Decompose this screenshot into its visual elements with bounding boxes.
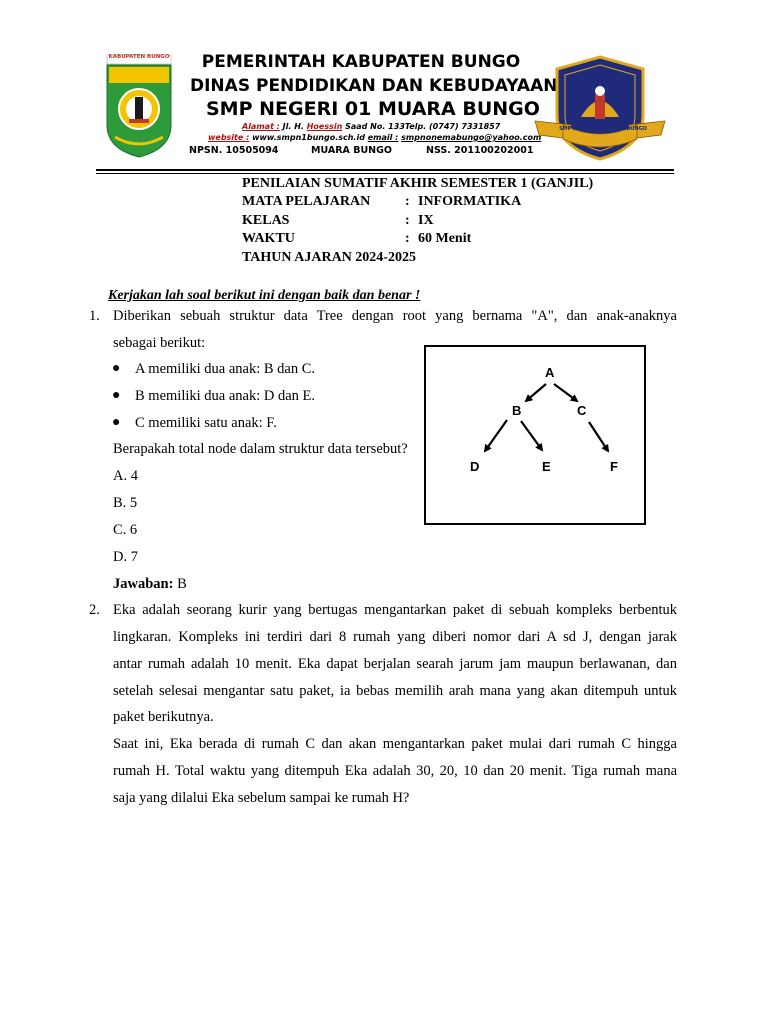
- info-value-subject: INFORMATIKA: [418, 194, 522, 209]
- arrow-a-b: [526, 384, 546, 401]
- address-prefix: Jl. H.: [279, 122, 307, 131]
- q2-line-1: Eka adalah seorang kurir yang bertugas mengantarkan paket di sebuah kompleks berbentuk: [113, 602, 677, 618]
- q2-line-6: Saat ini, Eka berada di rumah C dan akan mengantarkan paket mulai dari rumah C hingga: [113, 736, 677, 752]
- info-sep-subject: :: [405, 194, 410, 209]
- info-sep-class: :: [405, 213, 410, 228]
- kabupaten-bungo-logo: [103, 53, 175, 159]
- school-badge-logo: [533, 55, 667, 161]
- address-name: Hoessin: [306, 122, 343, 131]
- arrow-a-c: [554, 384, 577, 401]
- instruction: Kerjakan lah soal berikut ini dengan baik dan benar !: [108, 288, 421, 303]
- q2-line-2: lingkaran. Kompleks ini terdiri dari 8 rumah yang diberi nomor dari A sd J, dengan jarak: [113, 629, 677, 645]
- email-value: smpnonemabungo@yahoo.com: [401, 133, 542, 142]
- q1-bullet-2: B memiliki dua anak: D dan E.: [135, 388, 316, 404]
- email-label: email :: [367, 133, 399, 142]
- q1-question: Berapakah total node dalam struktur data tersebut?: [113, 441, 408, 457]
- letterhead-address: [242, 122, 500, 131]
- q1-option-c: C. 6: [113, 522, 138, 538]
- exam-year: TAHUN AJARAN 2024-2025: [242, 250, 416, 265]
- q1-answer: [113, 576, 187, 593]
- left-logo-banner: KABUPATEN BUNGO: [108, 54, 170, 60]
- q1-answer-label: Jawaban:: [113, 576, 174, 592]
- letterhead-rule-thick: [96, 169, 674, 171]
- q1-bullet-1: A memiliki dua anak: B dan C.: [135, 361, 316, 377]
- info-label-time: WAKTU: [242, 231, 295, 246]
- q1-option-a: A. 4: [113, 468, 138, 484]
- q2-line-4: setelah selesai mengantar satu paket, ia bebas memilih arah mana yang akan ditempuh untuk: [113, 683, 677, 699]
- address-label: Alamat :: [242, 122, 280, 131]
- tree-node-c: C: [577, 403, 587, 418]
- arrow-b-d: [485, 420, 507, 451]
- q1-answer-value: B: [173, 576, 187, 592]
- q2-line-5: paket berikutnya.: [113, 709, 214, 725]
- q2-number: 2.: [89, 602, 100, 618]
- info-sep-time: :: [405, 231, 410, 246]
- tree-node-b: B: [512, 403, 522, 418]
- exam-title: PENILAIAN SUMATIF AKHIR SEMESTER 1 (GANJIL): [242, 176, 594, 191]
- letterhead-contact: [208, 133, 541, 142]
- letterhead-line-3: SMP NEGERI 01 MUARA BUNGO: [206, 98, 540, 120]
- letterhead-line-2: DINAS PENDIDIKAN DAN KEBUDAYAAN: [190, 76, 558, 96]
- q1-bullet-2-dot: ●: [112, 388, 121, 403]
- q2-line-3: antar rumah adalah 10 menit. Eka dapat berjalan searah jarum jam maupun berlawanan, dan: [113, 656, 677, 672]
- q2-line-8: saja yang dilalui Eka sebelum sampai ke rumah H?: [113, 790, 410, 806]
- address-rest: Saad No. 133Telp. (0747) 7331857: [342, 122, 501, 131]
- city: MUARA BUNGO: [311, 145, 392, 156]
- npsn: NPSN. 10505094: [189, 145, 279, 156]
- q1-bullet-3-dot: ●: [112, 415, 121, 430]
- tree-node-d: D: [470, 459, 480, 474]
- info-label-class: KELAS: [242, 213, 290, 228]
- letterhead-rule-thin: [96, 173, 674, 174]
- arrow-c-f: [589, 422, 608, 451]
- right-logo-banner: SMP NEGERI 01 MUARA BUNGO: [559, 126, 647, 132]
- tree-node-a: A: [545, 365, 555, 380]
- info-value-class: IX: [418, 213, 434, 228]
- website-label: website :: [208, 133, 250, 142]
- tree-node-f: F: [610, 459, 618, 474]
- q1-bullet-1-dot: ●: [112, 361, 121, 376]
- info-label-subject: MATA PELAJARAN: [242, 194, 371, 209]
- tree-arrows: [426, 347, 644, 523]
- arrow-b-e: [521, 421, 542, 450]
- q1-line-2: sebagai berikut:: [113, 335, 206, 351]
- letterhead-line-1: PEMERINTAH KABUPATEN BUNGO: [201, 52, 521, 72]
- tree-node-e: E: [542, 459, 551, 474]
- nss: NSS. 201100202001: [426, 145, 534, 156]
- tree-diagram: [424, 345, 646, 525]
- q1-number: 1.: [89, 308, 100, 324]
- q1-option-d: D. 7: [113, 549, 138, 565]
- q2-line-7: rumah H. Total waktu yang ditempuh Eka adalah 30, 20, 10 dan 20 menit. Tiga rumah mana: [113, 763, 677, 779]
- q1-option-b: B. 5: [113, 495, 138, 511]
- website-value: www.smpn1bungo.sch.id: [249, 133, 365, 142]
- q1-line-1: Diberikan sebuah struktur data Tree dengan root yang bernama "A", dan anak-anaknya: [113, 308, 677, 324]
- q1-bullet-3: C memiliki satu anak: F.: [135, 415, 277, 431]
- info-value-time: 60 Menit: [418, 231, 472, 246]
